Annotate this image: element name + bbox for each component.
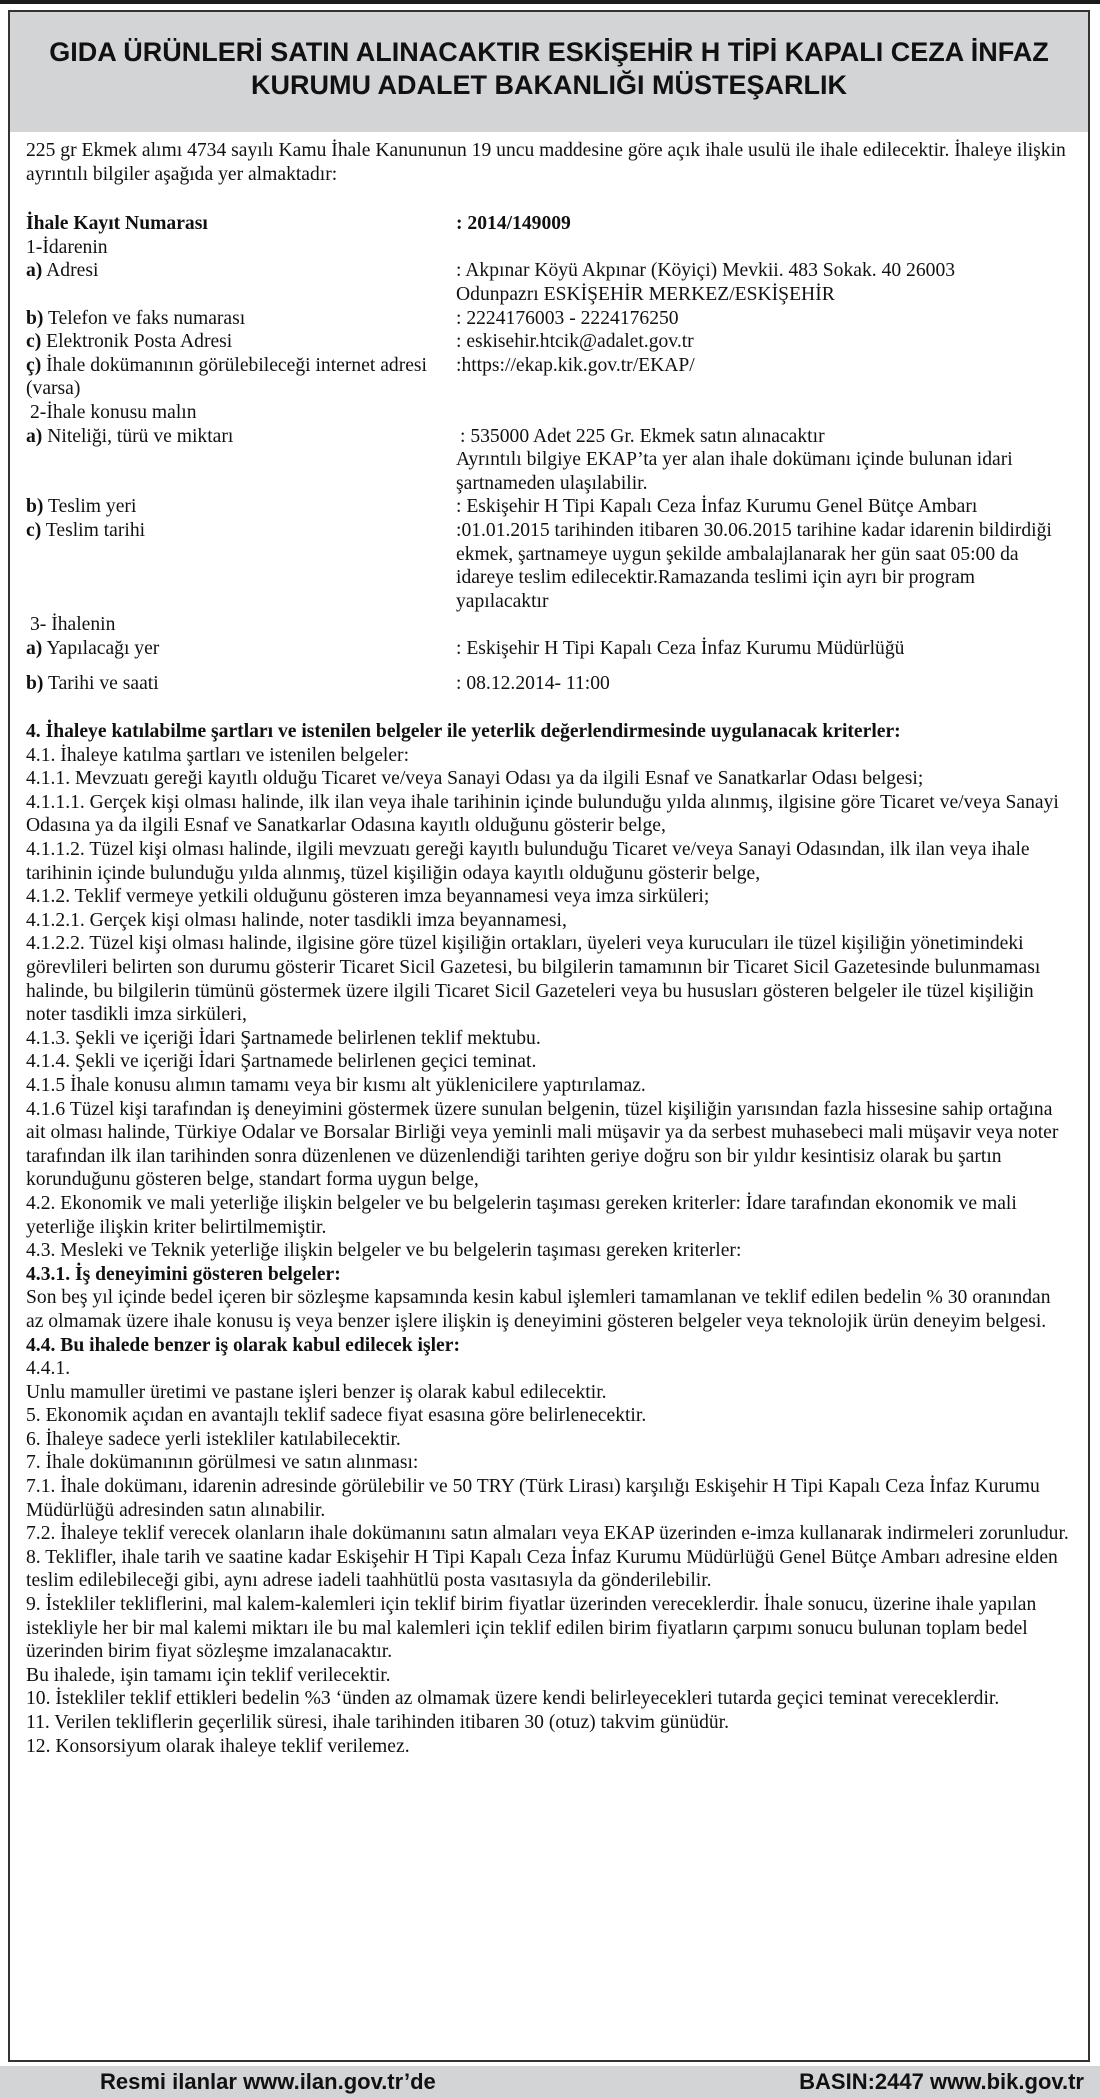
nitelik-extra: Ayrıntılı bilgiye EKAP’ta yer alan ihale dokümanı içinde bulunan idari şartnameden ulaşılabilir. (456, 449, 1013, 494)
s4-h44: 4.4. Bu ihalede benzer iş olarak kabul edilecek işler: (26, 1334, 460, 1356)
ihale-yer-letter: a) (26, 637, 43, 659)
internet-label: İhale dokümanının görülebileceği internet adresi (varsa) (26, 354, 427, 400)
teslim-tarihi-label: Teslim tarihi (41, 519, 146, 541)
ihale-tarih-value: : 08.12.2014- 11:00 (456, 673, 610, 695)
kayit-value: : 2014/149009 (456, 213, 571, 235)
nitelik-row (26, 425, 1072, 496)
title-line-2: KURUMU ADALET BAKANLIĞI MÜSTEŞARLIK (251, 70, 847, 100)
s4-p10: 4.1.5 İhale konusu alımın tamamı veya bir kısmı alt yüklenicilere yaptırılamaz. (26, 1074, 646, 1096)
eposta-value: : eskisehir.htcik@adalet.gov.tr (456, 331, 694, 353)
telefon-label: Telefon ve faks numarası (43, 307, 246, 329)
section-4-heading: 4. İhaleye katılabilme şartları ve istenilen belgeler ile yeterlik değerlendirmesinde uygulanacak kriterler: (26, 721, 901, 743)
s4-p7: 4.1.2.2. Tüzel kişi olması halinde, ilgisine göre tüzel kişiliğin ortakları, üyeleri veya kurucuları ile tüzel kişiliğin yönetimindeki görevlileri belirten son durumu gösterir Ticaret Sicil Gazetesi, bu bilgilerin tamamının bir Ticaret Sicil Gazetesinde bulunmaması halinde, bu bilgilerin tümünü göstermek üzere ilgili Ticaret Sicil Gazeteleri veya bu hususları gösteren belgeler ile tüzel kişiliğin noter tasdikli imza sirküleri, (26, 933, 1041, 1026)
ihale-tarih-letter: b) (26, 673, 44, 695)
adres-letter: a) (26, 260, 43, 282)
teslim-yeri-letter: b) (26, 496, 44, 518)
teslim-tarihi-value: :01.01.2015 tarihinden itibaren 30.06.2015 tarihine kadar idarenin bildirdiği ekmek, şartnameye uygun şekilde ambalajlanarak her gün saat 05:00 da idareye teslim edilecektir.Ramazanda teslimi için ayrı bir program yapılacaktır (456, 519, 1052, 612)
footer-right-text: BASIN:2447 www.bik.gov.tr (799, 2069, 1084, 2094)
ihale-yer-value: : Eskişehir H Tipi Kapalı Ceza İnfaz Kurumu Müdürlüğü (456, 637, 905, 659)
s4-p21: 7.2. İhaleye teklif verecek olanların ihale dokümanını satın almaları veya EKAP üzerinden e-imza kullanarak indirmeleri zorunludur. (26, 1523, 1069, 1545)
teslim-tarihi-letter: c) (26, 519, 42, 541)
teslim-yeri-row (26, 495, 1072, 519)
telefon-value: : 2224176003 - 2224176250 (456, 307, 679, 329)
s4-p19: 7. İhale dokümanının görülmesi ve satın alınması: (26, 1452, 419, 1474)
adres-row (26, 259, 1072, 306)
adres-label: Adresi (42, 260, 99, 282)
eposta-label: Elektronik Posta Adresi (41, 331, 233, 353)
s4-p20: 7.1. İhale dokümanı, idarenin adresinde görülebilir ve 50 TRY (Türk Lirası) karşılığı Eskişehir H Tipi Kapalı Ceza İnfaz Kurumu Müdürlüğü adresinden satın alınabilir. (26, 1476, 1040, 1521)
s4-p25: 10. İstekliler teklif ettikleri bedelin %3 ‘ünden az olmamak üzere kendi belirleyecekleri tutarda geçici teminat vereceklerdir. (26, 1688, 1000, 1710)
s4-p12: 4.2. Ekonomik ve mali yeterliğe ilişkin belgeler ve bu belgelerin taşıması gereken kriterler: İdare tarafından ekonomik ve mali yeterliğe ilişkin kriter belirtilmemiştir. (26, 1192, 1017, 1238)
konu-heading: 2-İhale konusu malın (30, 401, 197, 423)
teslim-tarihi-row (26, 519, 1072, 613)
announcement-body (10, 132, 1088, 1758)
ihale-yer-row (26, 637, 1072, 661)
s4-p11: 4.1.6 Tüzel kişi tarafından iş deneyimini göstermek üzere sunulan belgenin, tüzel kişiliğin yarısından fazla hissesine sahip ortağına ait olması halinde, Türkiye Odalar ve Borsalar Birliği veya yeminli mali müşavir ya da serbest muhasebeci mali müşavir veya noter tarafından ilk ilan tarihinden sonra düzenlenen ve düzenlendiği tarihten geriye doğru son bir yıldır kesintisiz olarak bu şartın korunduğunu gösteren belge, standart forma uygun belge, (26, 1098, 1059, 1191)
s4-p24: Bu ihalede, işin tamamı için teklif verilecektir. (26, 1664, 391, 1686)
intro-paragraph: 225 gr Ekmek alımı 4734 sayılı Kamu İhale Kanununun 19 uncu maddesine göre açık ihale usulü ile ihale edilecektir. İhaleye ilişkin ayrıntılı bilgiler aşağıda yer almaktadır: (26, 140, 1066, 185)
s4-p14: Son beş yıl içinde bedel içeren bir sözleşme kapsamında kesin kabul işlemleri tamamlanan ve teklif edilen bedelin % 30 oranından az olmamak üzere ihale konusu iş veya benzer işlere ilişkin iş deneyimini gösteren belgeler veya teknolojik ürün deneyim belgesi. (26, 1287, 1051, 1332)
kayit-label: İhale Kayıt Numarası (26, 213, 208, 235)
footer-left-text: Resmi ilanlar www.ilan.gov.tr’de (100, 2069, 436, 2094)
s4-p5: 4.1.2. Teklif vermeye yetkili olduğunu gösteren imza beyannamesi veya imza sirküleri; (26, 886, 710, 908)
ihale-tarih-label: Tarihi ve saati (43, 673, 159, 695)
s4-p4: 4.1.1.2. Tüzel kişi olması halinde, ilgili mevzuatı gereği kayıtlı bulunduğu Ticaret ve/veya Sanayi Odasından, ilk ilan veya ihale tarihinin içinde bulunduğu yılda alınmış, tüzel kişiliğin odaya kayıtlı olduğunu gösterir belge, (26, 839, 1030, 884)
s4-p18: 6. İhaleye sadece yerli istekliler katılabilecektir. (26, 1428, 401, 1450)
s4-p23: 9. İstekliler tekliflerini, mal kalem-kalemleri için teklif birim fiyatlar üzerinden vereceklerdir. İhale sonucu, üzerine ihale yapılan istekliyle her bir mal kalemi miktarı ile bu mal kalemleri için teklif edilen birim fiyatların çarpımı sonucu bulunan toplam bedel üzerinden birim fiyat sözleşme imzalanacaktır. (26, 1594, 1037, 1663)
s4-p9: 4.1.4. Şekli ve içeriği İdari Şartnamede belirlenen geçici teminat. (26, 1051, 537, 1073)
s4-p6: 4.1.2.1. Gerçek kişi olması halinde, noter tasdikli imza beyannamesi, (26, 909, 567, 931)
s4-h431: 4.3.1. İş deneyimini gösteren belgeler: (26, 1263, 341, 1285)
adres-value-1: : Akpınar Köyü Akpınar (Köyiçi) Mevkii. 483 Sokak. 40 26003 (456, 260, 956, 282)
eposta-row (26, 330, 1072, 354)
kayit-row (26, 212, 1072, 236)
ihale-heading: 3- İhalenin (30, 614, 116, 636)
s4-p22: 8. Teklifler, ihale tarih ve saatine kadar Eskişehir H Tipi Kapalı Ceza İnfaz Kurumu Müdürlüğü Genel Bütçe Ambarı adresine elden teslim edilebileceği gibi, aynı adrese iadeli taahhütlü posta vasıtasıyla da gönderilebilir. (26, 1546, 1058, 1592)
internet-letter: ç) (26, 354, 42, 376)
s4-p8: 4.1.3. Şekli ve içeriği İdari Şartnamede belirlenen teklif mektubu. (26, 1027, 541, 1049)
nitelik-letter: a) (26, 425, 43, 447)
s4-p13: 4.3. Mesleki ve Teknik yeterliğe ilişkin belgeler ve bu belgelerin taşıması gereken kriterler: (26, 1240, 742, 1262)
internet-row (26, 354, 1072, 401)
s4-p17: 5. Ekonomik açıdan en avantajlı teklif sadece fiyat esasına göre belirlenecektir. (26, 1405, 647, 1427)
internet-value: :https://ekap.kik.gov.tr/EKAP/ (456, 354, 695, 376)
s4-p2: 4.1.1. Mevzuatı gereği kayıtlı olduğu Ticaret ve/veya Sanayi Odası ya da ilgili Esnaf ve Sanatkarlar Odası belgesi; (26, 768, 924, 790)
ihale-tarih-row (26, 672, 1072, 696)
idare-heading: 1-İdarenin (26, 236, 108, 258)
telefon-row (26, 307, 1072, 331)
adres-value-2: Odunpazrı ESKİŞEHİR MERKEZ/ESKİŞEHİR (456, 283, 835, 305)
s4-p16: Unlu mamuller üretimi ve pastane işleri benzer iş olarak kabul edilecektir. (26, 1381, 607, 1403)
announcement-frame (8, 10, 1090, 2062)
s4-p1: 4.1. İhaleye katılma şartları ve istenilen belgeler: (26, 744, 410, 766)
s4-p3: 4.1.1.1. Gerçek kişi olması halinde, ilk ilan veya ihale tarihinin içinde bulunduğu yılda alınmış, ilgisine göre Ticaret ve/veya Sanayi Odasına ya da ilgili Esnaf ve Sanatkarlar Odasına kayıtlı olduğunu gösterir belge, (26, 791, 1059, 837)
footer-bar (0, 2066, 1100, 2098)
nitelik-value: : 535000 Adet 225 Gr. Ekmek satın alınacaktır (460, 425, 825, 447)
telefon-letter: b) (26, 307, 44, 329)
announcement-header (10, 12, 1088, 132)
s4-p26: 11. Verilen tekliflerin geçerlilik süresi, ihale tarihinden itibaren 30 (otuz) takvim günüdür. (26, 1712, 730, 1733)
teslim-yeri-value: : Eskişehir H Tipi Kapalı Ceza İnfaz Kurumu Genel Bütçe Ambarı (456, 496, 978, 518)
top-rule (0, 0, 1100, 4)
s4-p15: 4.4.1. (26, 1358, 71, 1380)
title-line-1: GIDA ÜRÜNLERİ SATIN ALINACAKTIR ESKİŞEHİR H TİPİ KAPALI CEZA İNFAZ (49, 37, 1049, 67)
s4-p27: 12. Konsorsiyum olarak ihaleye teklif verilemez. (26, 1735, 410, 1757)
teslim-yeri-label: Teslim yeri (43, 496, 137, 518)
nitelik-label: Niteliği, türü ve miktarı (42, 425, 234, 447)
ihale-yer-label: Yapılacağı yer (42, 637, 160, 659)
eposta-letter: c) (26, 331, 42, 353)
